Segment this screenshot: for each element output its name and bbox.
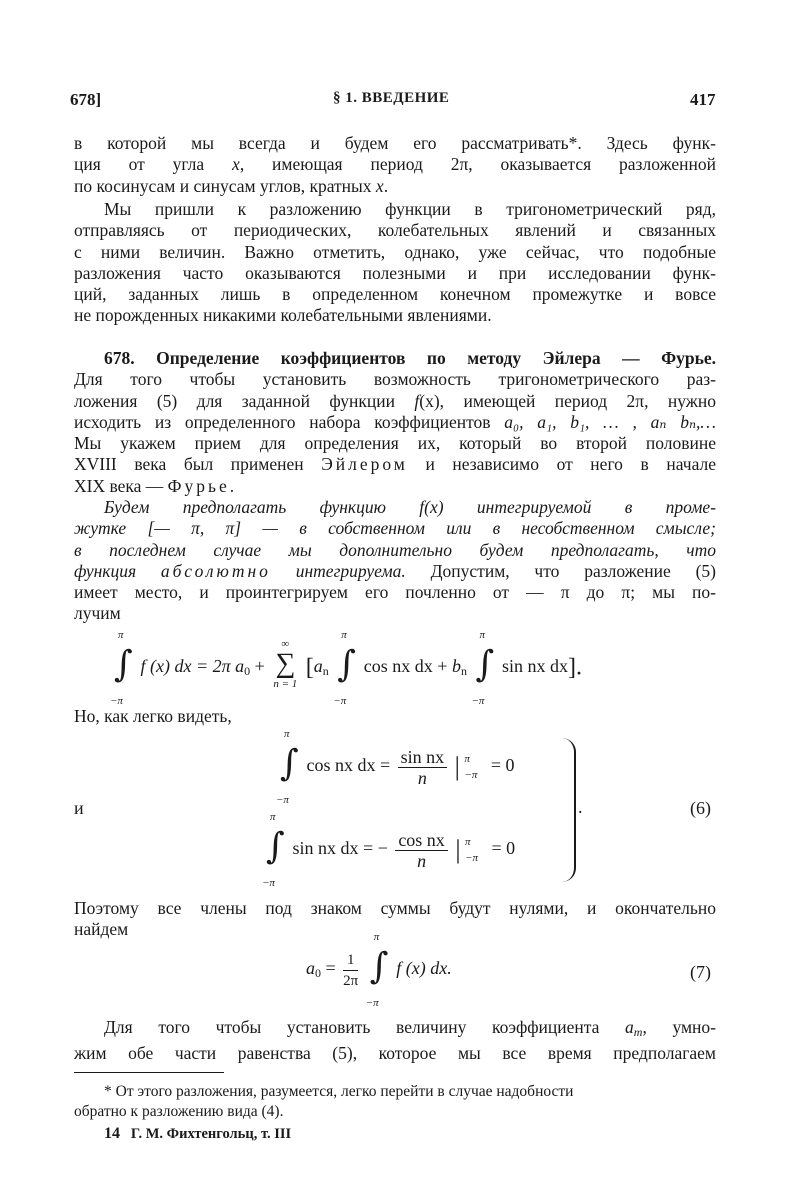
equation-6a: π ∫ −π cos nx dx = $\frac{\text{sin nx}}{n}$ | π −π = 0 [276,728,515,806]
right-brace [562,738,576,882]
paragraph-3: Будем предполагать функцию f(x) интегрируемой в проме- жутке [— π, π] — в собственном или в несобственном смысле; в последнем случае мы дополнительно будем предполагать, что функция абсолютно интегрируема. Допустим, что разложение (5) имеет место, и проинтегрируем его почленно от — π до π; мы по- лучим [74,497,716,624]
paragraph-1: в которой мы всегда и будем его рассматривать*. Здесь функ- ция от угла x, имеющая период 2π, оказывается разложенной по косинусам и синусам углов, кратных x. [74,133,716,196]
header-title: § 1. ВВЕДЕНИЕ [333,90,450,106]
equation-6-number: (6) [690,798,711,818]
footnote-rule [74,1072,224,1073]
printer-signature: 14 Г. М. Фихтенгольц, т. III [104,1125,292,1142]
header-section-ref: 678] [70,90,102,109]
equation-integral-series: π ∫ −π f (x) dx = 2π $a_0$ + ∞ ∑ n = 1 [$a_n$ π ∫ −π cos nx dx + $b_n$ π ∫ −π sin nx dx]. [110,629,582,707]
equation-6-period: . [578,797,583,817]
paragraph-5: Поэтому все члены под знаком суммы будут нулями, и окончательно найдем [74,898,716,940]
equation-6-and: и [74,798,84,818]
section-678: 678. Определение коэффициентов по методу Эйлера — Фурье. Для того чтобы установить возможность тригонометрического раз- ложения (5) для заданной функции f(x), имеющей период 2π, нужно исходить из определенного набора коэффициентов a₀, a₁, b₁, … , aₙ bₙ,… Мы укажем прием для определения их, который во второй половине XVIII века был применен Эйлером и независимо от него в начале XIX века — Фурье. [74,348,717,496]
header-page-number: 417 [690,90,716,109]
paragraph-6: Для того чтобы установить величину коэффициента $a_m$, умно- жим обе части равенства (5), которое мы все время предполагаем [74,1017,716,1064]
equation-6b: π ∫ −π sin nx dx = − $\frac{\text{cos nx}}{n}$ | π −π = 0 [262,811,516,889]
equation-7-number: (7) [690,962,711,982]
footnote: * От этого разложения, разумеется, легко перейти в случае надобности обратно к разложению вида (4). [74,1083,574,1120]
paragraph-4: Но, как легко видеть, [74,706,232,726]
equation-7: $a_0$ = $\frac{1}{2\pi}$ π ∫ −π f (x) dx. [306,931,452,1009]
section-heading: 678. Определение коэффициентов по методу Эйлера — Фурье. [104,348,716,368]
paragraph-2: Мы пришли к разложению функции в тригонометрический ряд, отправляясь от периодических, колебательных явлений и связанных с ними величин. Важно отметить, однако, уже сейчас, что подобные разложения часто оказываются полезными и при исследовании функ- ций, заданных лишь в определенном конечном промежутке и вовсе не порожденных никакими колебательными явлениями. [74,199,716,326]
